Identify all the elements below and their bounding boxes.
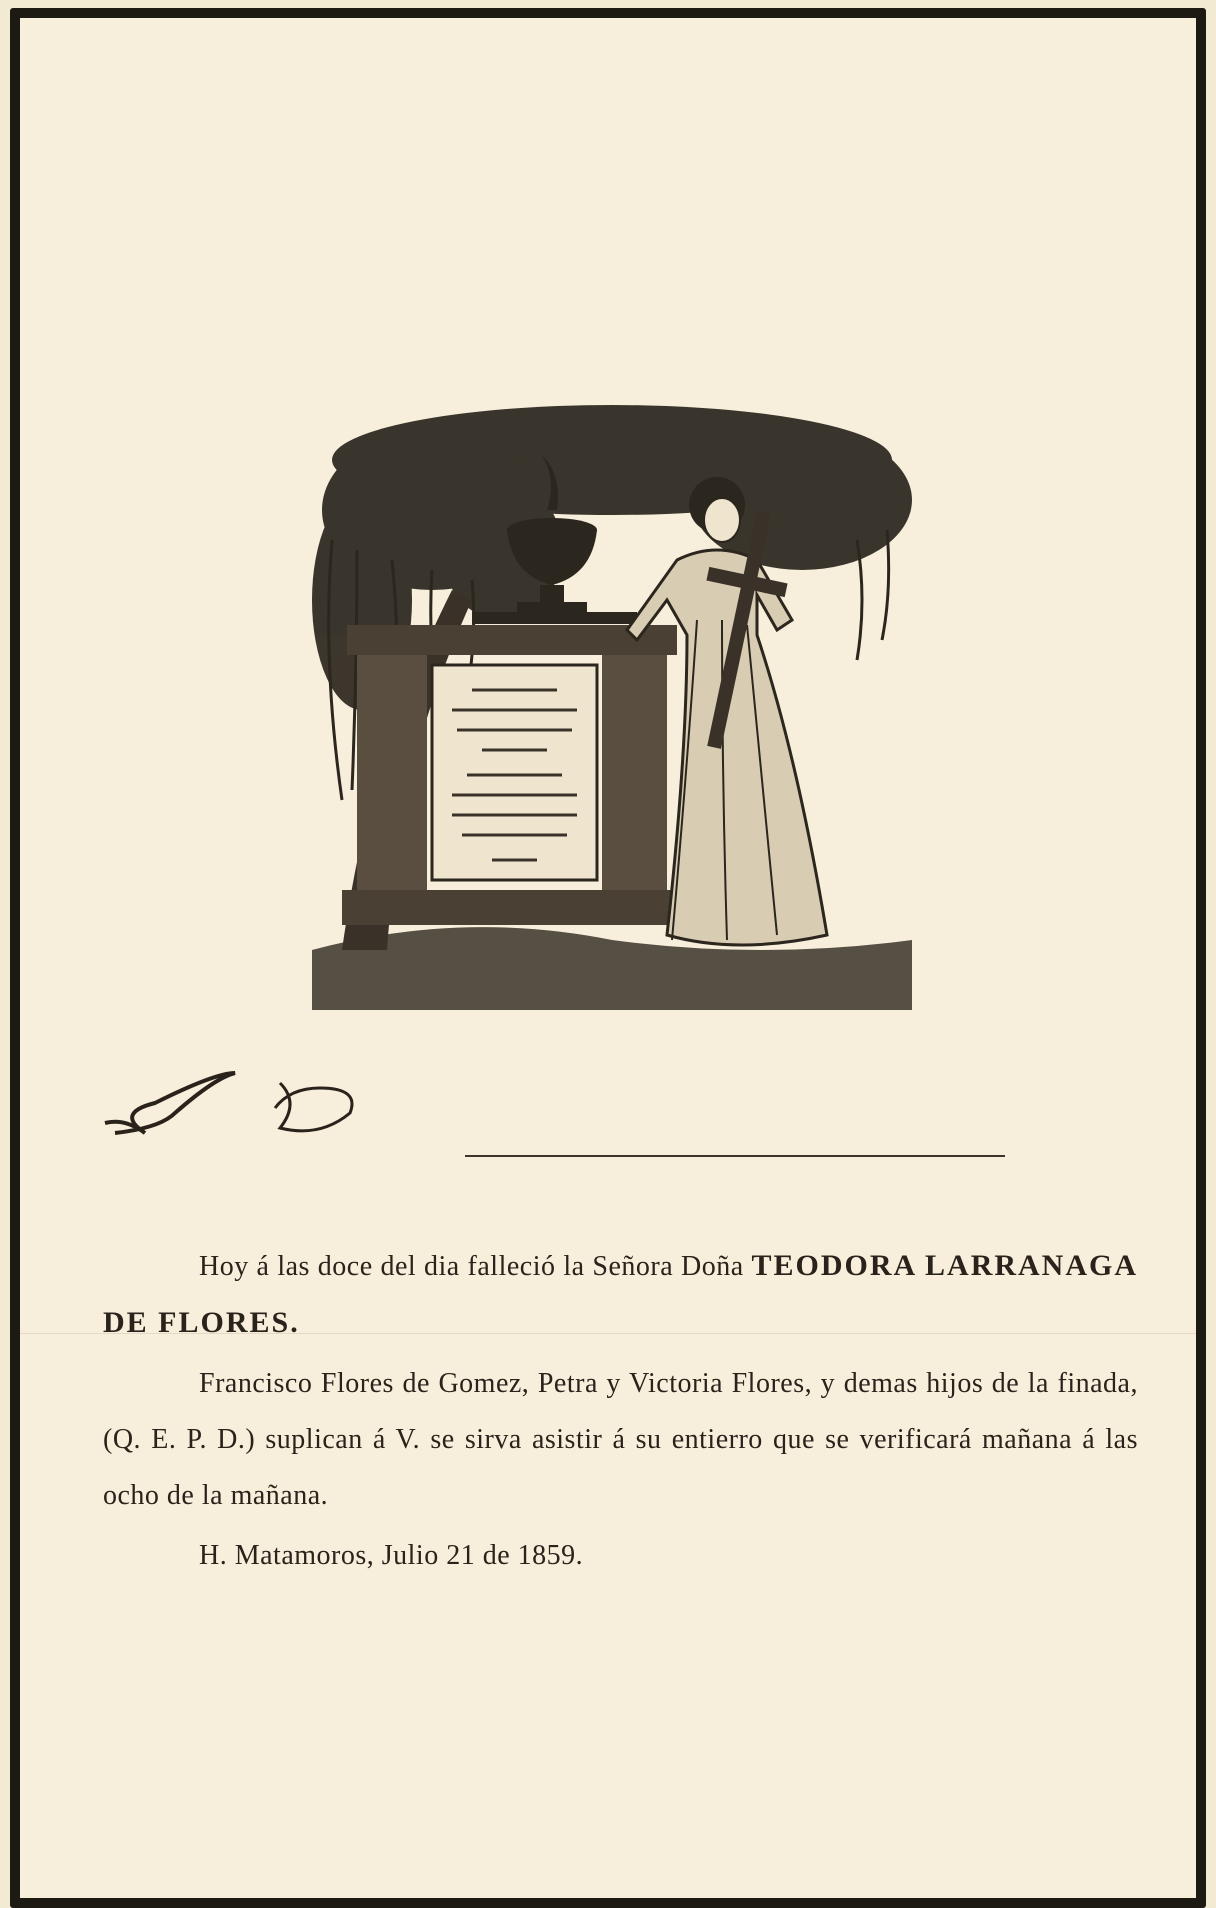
deceased-surname: LARRANAGA DE FLORES.	[103, 1249, 1139, 1339]
name-line-rule	[465, 1155, 1005, 1157]
place-and-date: H. Matamoros, Julio 21 de 1859.	[199, 1540, 584, 1571]
deceased-first-name: TEODORA	[751, 1249, 918, 1282]
announcement-paragraph	[103, 1238, 1138, 1352]
mourning-woman-at-tomb-engraving	[302, 390, 922, 1020]
funeral-notice-card	[10, 8, 1206, 1908]
notice-text	[103, 1238, 1138, 1584]
invitation-paragraph: Francisco Flores de Gomez, Petra y Victoria Flores, y demas hijos de la finada, (Q. E. P. D.) suplican á V. se sirva asistir á su entierro que se verificará mañana á las ocho de la mañana.	[103, 1368, 1138, 1511]
announcement-intro: Hoy á las doce del dia falleció la Señora Doña	[199, 1251, 744, 1282]
sd-monogram	[100, 1068, 380, 1158]
